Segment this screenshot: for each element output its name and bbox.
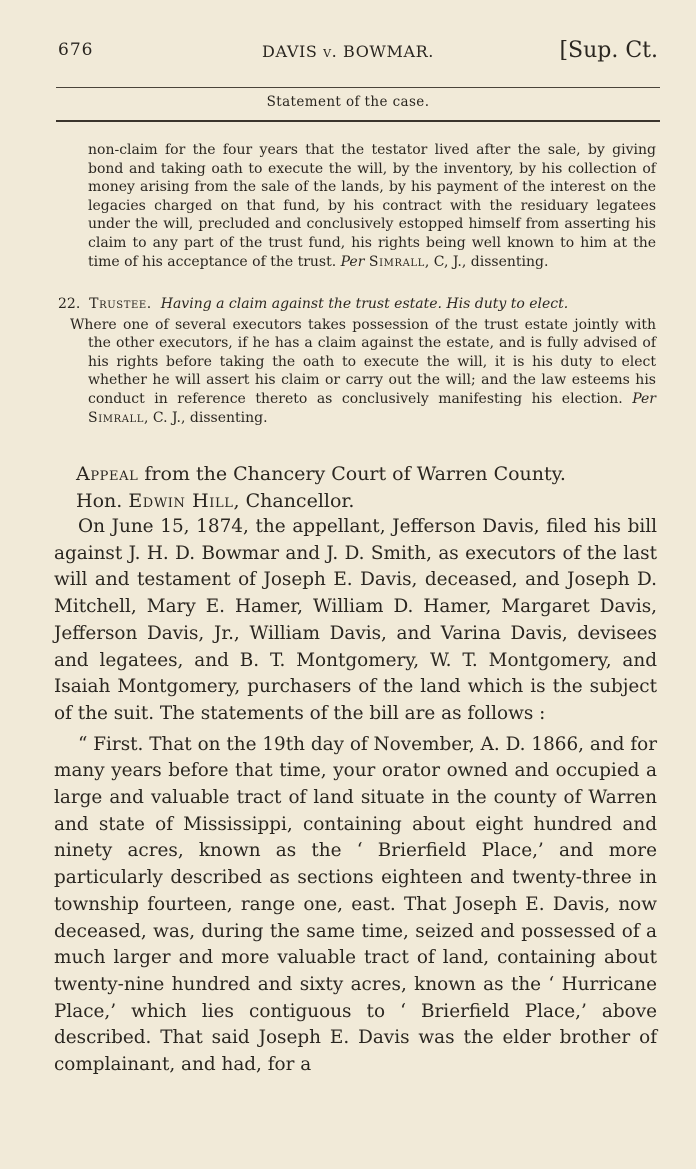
dissent-note: , C, J., dissenting. [424,253,549,270]
page-number: 676 [58,40,94,60]
header-rule [56,87,660,88]
paragraph: On June 15, 1874, the appellant, Jefferson Davis, filed his bill against J. H. D. Bowmar and J. D. Smith, as executors of the last will and testament of Joseph E. Davis, deceased, and Joseph D. Mitchell, Mary E. Hamer, William D. Hamer, Margaret Davis, Jefferson Davis, Jr., William Davis, and Varina Davis, devisees and legatees, and B. T. Montgomery, W. T. Montgomery, and Isaiah Montgomery, purchasers of the land which is the subject of the suit. The statements of the bill are as follows : [54,516,657,724]
headnote-label: Trustee. [89,296,152,312]
author-name: Simrall [368,253,425,270]
headnote-number: 22. [58,296,81,312]
honorific: Hon. [76,490,129,512]
page-header [0,38,696,72]
author-name: Simrall [88,409,145,426]
headnote-22-body [58,316,656,428]
headnote-text: Where one of several executors takes possession of the trust estate jointly with the other executors, if he has a claim against the estate, and is fully advised of his rights before taking the oath to execute the will, it is his duty to elect whether he will assert his claim or carry out the will; and the law esteems his conduct in reference thereto as conclusively manifesting his election. [70,316,656,407]
section-heading: Statement of the case. [266,94,430,110]
appeal-court: from the Chancery Court of Warren County. [138,463,566,485]
running-title: DAVIS v. BOWMAR. [262,42,434,61]
judge-name: Edwin Hill [128,490,234,512]
court-abbreviation: [Sup. Ct. [559,38,658,63]
per-label: Per [340,253,365,270]
headnote-catchline: Having a claim against the trust estate. His duty to elect. [160,296,569,312]
appeal-caption [76,461,656,515]
headnote-22-title [58,295,656,314]
chancellor-line [76,488,656,515]
dissent-note: , C. J., dissenting. [144,409,268,426]
headnote-text: non-claim for the four years that the testator lived after the sale, by giving bond and taking oath to execute the will, by the inventory, by his collection of money arising from the sale of the lands, by his payment of the interest on the legacies charged on that fund, by his contract with the residuary legatees under the will, precluded and conclusively estopped himself from asserting his claim to any part of the trust fund, his rights being well known to him at the time of his acceptance of the trust. [88,142,656,270]
appeal-line [76,461,656,488]
per-label: Per [632,390,656,407]
judge-title: , Chancellor. [233,490,355,512]
headnote-22 [58,295,656,427]
appeal-word: Appeal [76,463,139,485]
statement-body [54,514,657,1079]
paragraph: “ First. That on the 19th day of November, A. D. 1866, and for many years before that time, your orator owned and occupied a large and valuable tract of land situate in the county of Warren and state of Mississippi, containing about eight hundred and ninety acres, known as the ‘ Brierfield Place,’ and more particularly described as sections eighteen and twenty-three in township fourteen, range one, east. That Joseph E. Davis, now deceased, was, during the same time, seized and possessed of a much larger and more valuable tract of land, containing about twenty-nine hundred and sixty acres, known as the ‘ Hurricane Place,’ which lies contiguous to ‘ Brierfield Place,’ above described. That said Joseph E. Davis was the elder brother of complainant, and had, for a [54,733,657,1076]
section-rule [56,120,660,122]
headnote-continuation [88,141,656,271]
